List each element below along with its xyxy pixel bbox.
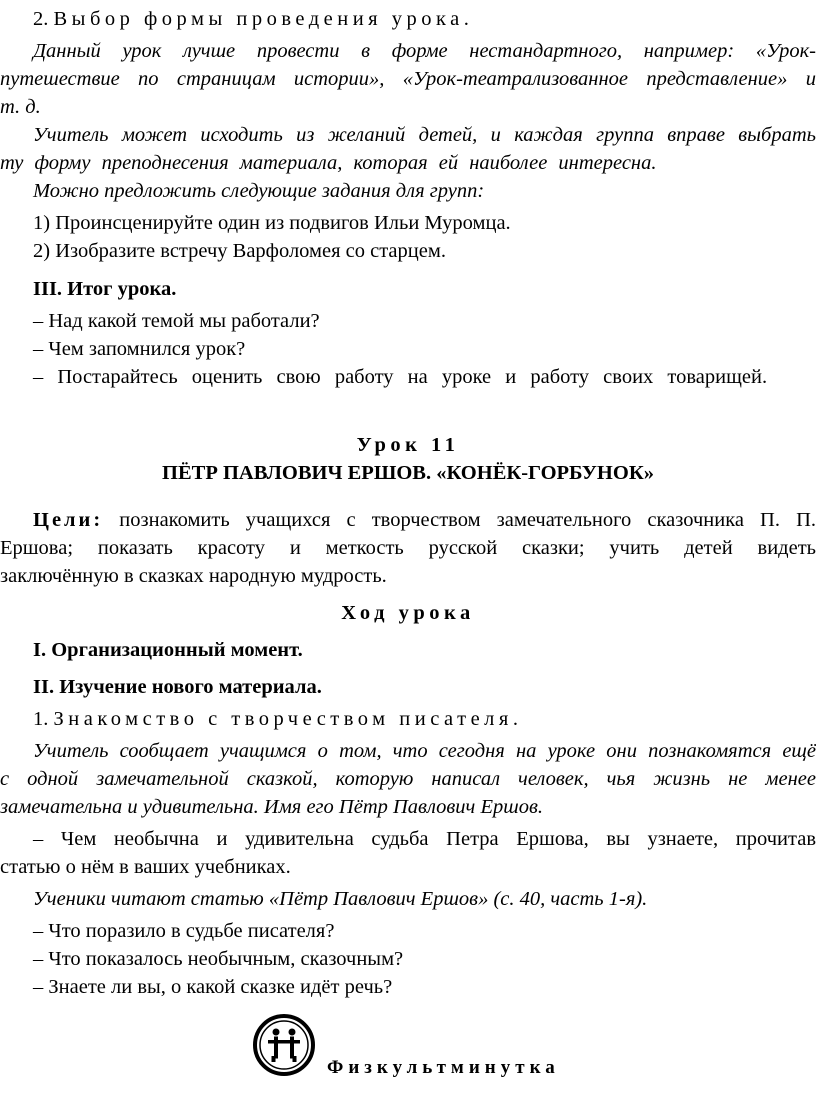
question-item: – Постарайтесь оценить свою работу на уроке и работу своих товарищей.: [33, 366, 768, 388]
question-item: – Чем запомнился урок?: [33, 338, 246, 360]
paragraph-line: т. д.: [0, 96, 41, 118]
heading-org: I. Организационный момент.: [33, 639, 303, 661]
lesson-plan-heading: Ход урока: [341, 602, 475, 624]
physical-exercise-icon: [252, 1013, 316, 1077]
goals-label: Цели:: [33, 509, 104, 531]
lesson-title: ПЁТР ПАВЛОВИЧ ЕРШОВ. «КОНЁК-ГОРБУНОК»: [162, 462, 654, 484]
paragraph-line: ту форму преподнесения материала, которая ей наиболее интересна.: [0, 152, 657, 174]
task-item: 2) Изобразите встречу Варфоломея со старцем.: [33, 240, 446, 262]
goals-line: [33, 507, 816, 533]
section-heading-acquaintance: [33, 706, 816, 732]
task-item: 1) Проинсценируйте один из подвигов Ильи Муромца.: [33, 212, 511, 234]
paragraph-line: Учитель может исходить из желаний детей, и каждая группа вправе выбрать: [33, 124, 816, 146]
paragraph-line: Учитель сообщает учащимся о том, что сегодня на уроке они познакомятся ещё: [33, 740, 816, 762]
question-item: – Знаете ли вы, о какой сказке идёт речь?: [33, 976, 393, 998]
physical-exercise-heading: Физкультминутка: [327, 1057, 560, 1078]
paragraph-line: Можно предложить следующие задания для групп:: [33, 180, 485, 202]
paragraph-line: – Чем необычна и удивительна судьба Петра Ершова, вы узнаете, прочитав: [33, 828, 816, 850]
heading-new-material: II. Изучение нового материала.: [33, 676, 322, 698]
goals-line: Ершова; показать красоту и меткость русской сказки; учить детей видеть: [0, 537, 816, 559]
section-number: 1.: [33, 708, 49, 730]
paragraph-line: с одной замечательной сказкой, которую написал человек, чья жизнь не менее: [0, 768, 816, 790]
goals-text: познакомить учащихся с творчеством замечательного сказочника П. П.: [103, 509, 816, 531]
paragraph-line: Данный урок лучше провести в форме нестандартного, например: «Урок-: [33, 40, 816, 62]
question-item: – Что поразило в судьбе писателя?: [33, 920, 335, 942]
lesson-label: Урок 11: [356, 434, 460, 456]
paragraph-line: замечательна и удивительна. Имя его Пётр Павлович Ершов.: [0, 796, 543, 818]
question-item: – Над какой темой мы работали?: [33, 310, 320, 332]
section-number: 2.: [33, 8, 49, 30]
question-item: – Что показалось необычным, сказочным?: [33, 948, 404, 970]
section-title: Знакомство с творчеством писателя.: [53, 708, 523, 730]
paragraph-line: статью о нём в ваших учебниках.: [0, 856, 291, 878]
heading-summary: III. Итог урока.: [33, 278, 177, 300]
section-heading-choice: [33, 6, 816, 32]
paragraph-line: Ученики читают статью «Пётр Павлович Ершов» (с. 40, часть 1-я).: [33, 888, 648, 910]
paragraph-line: путешествие по страницам истории», «Урок-театрализованное представление» и: [0, 68, 816, 90]
section-title: Выбор формы проведения урока.: [53, 8, 474, 30]
goals-line: заключённую в сказках народную мудрость.: [0, 565, 387, 587]
